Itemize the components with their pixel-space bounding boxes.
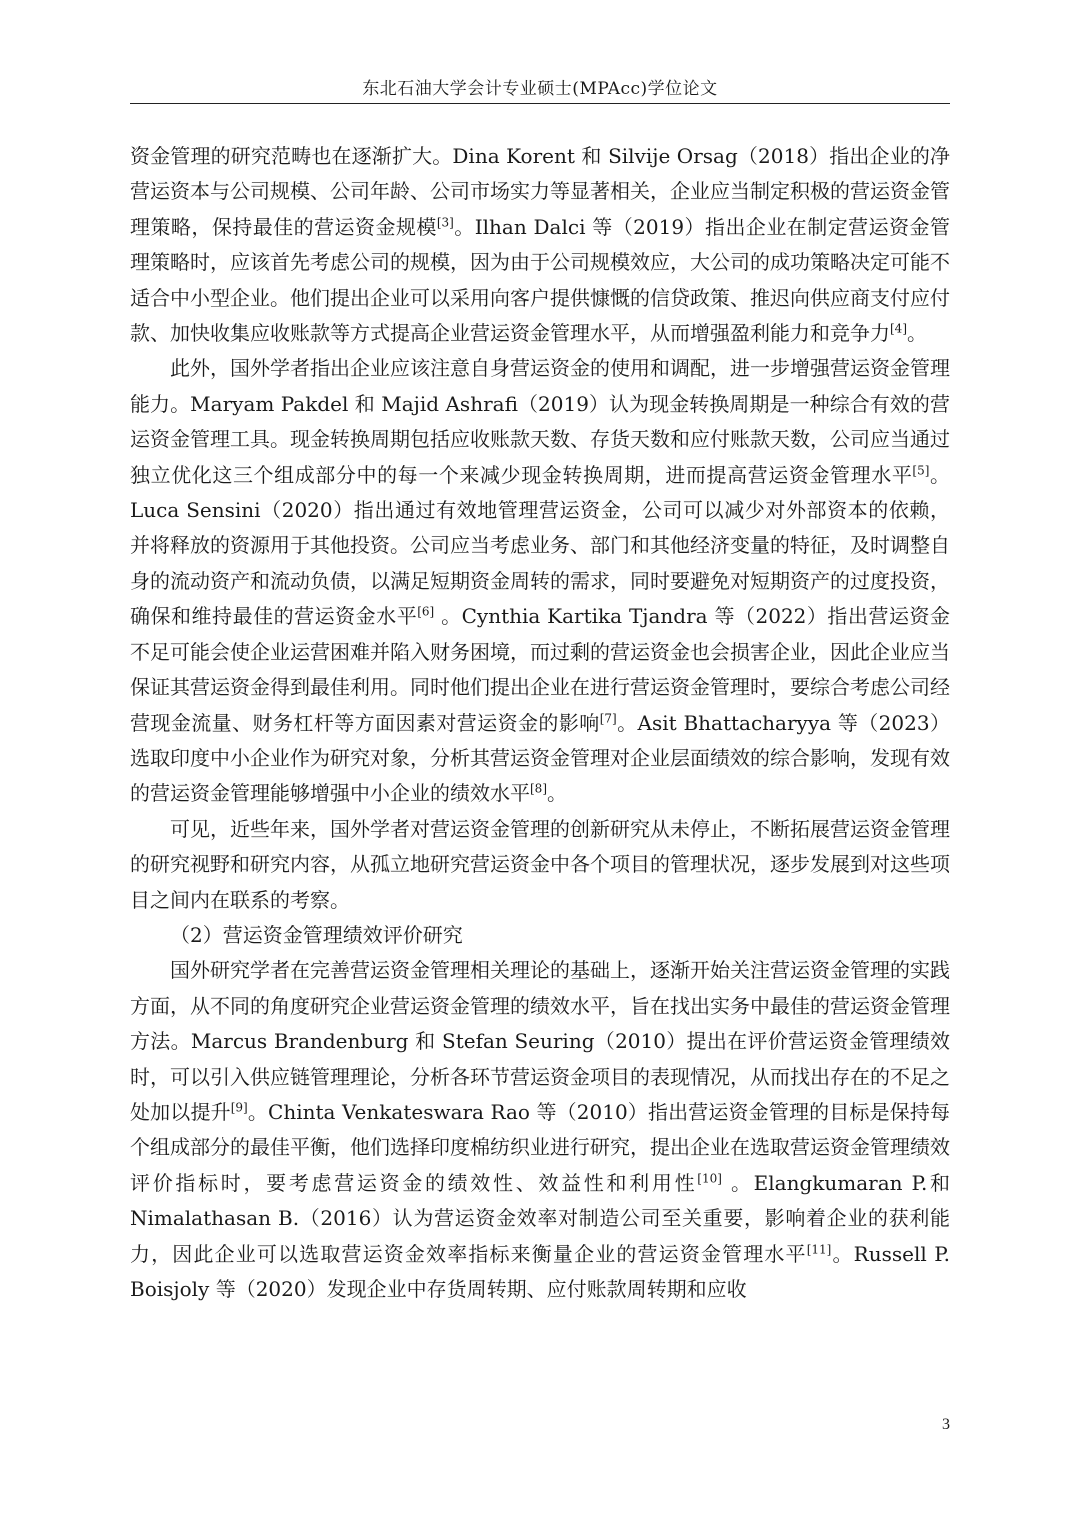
citation: [4] — [890, 321, 907, 336]
body-text — [130, 139, 950, 1307]
text-run: 资金管理的研究范畴也在逐渐扩大。Dina Korent 和 Silvije Orsag（2018）指出企业的净营运资本与公司规模、公司年龄、公司市场实力等显著相关，企业应当制定积极的营运资金管理策略，保持最佳的营运资金规模 — [130, 144, 950, 239]
citation: [6] — [417, 604, 435, 619]
text-run: 。Cynthia Kartika Tjandra 等（2022）指出营运资金不足可能会使企业运营困难并陷入财务困境，而过剩的营运资金也会损害企业，因此企业应当保证其营运资金得到最佳利用。同时他们提出企业在进行营运资金管理时，要综合考虑公司经营现金流量、财务杠杆等方面因素对营运资金的影响 — [130, 604, 950, 735]
page-number: 3 — [942, 1416, 950, 1433]
text-run: 。 — [907, 321, 927, 346]
citation: [7] — [599, 710, 617, 725]
header-rule — [130, 103, 950, 104]
paragraph-4 — [130, 953, 950, 1307]
citation: [3] — [436, 215, 454, 230]
paragraph-3: 可见，近些年来，国外学者对营运资金管理的创新研究从未停止，不断拓展营运资金管理的研究视野和研究内容，从孤立地研究营运资金中各个项目的管理状况，逐步发展到对这些项目之间内在联系的考察。 — [130, 816, 950, 912]
section-subheading: （2）营运资金管理绩效评价研究 — [170, 922, 463, 947]
paragraph-2 — [130, 351, 950, 811]
text-run: 国外研究学者在完善营运资金管理相关理论的基础上，逐渐开始关注营运资金管理的实践方面，从不同的角度研究企业营运资金管理的绩效水平，旨在找出实务中最佳的营运资金管理方法。Marcus Brandenburg 和 Stefan Seuring（2010）提出在评价营运资金管理绩效时，可以引入供应链管理理论，分析各环节营运资金项目的表现情况，从而找出存在的不足之处加以提升 — [130, 958, 950, 1124]
citation: [8] — [530, 781, 547, 796]
text-run: 。Ilhan Dalci 等（2019）指出企业在制定营运资金管理策略时，应该首先考虑公司的规模，因为由于公司规模效应，大公司的成功策略决定可能不适合中小型企业。他们提出企业可以采用向客户提供慷慨的信贷政策、推迟向供应商支付应付款、加快收集应收账款等方式提高企业营运资金管理水平，从而增强盈利能力和竞争力 — [130, 214, 950, 346]
citation: [10] — [697, 1171, 722, 1186]
paragraph-1 — [130, 139, 950, 351]
citation: [5] — [912, 463, 930, 477]
citation: [9] — [230, 1100, 248, 1115]
text-run: 。Elangkumaran P.和 Nimalathasan B.（2016）认为营运资金效率对制造公司至关重要，影响着企业的获利能力，因此企业可以选取营运资金效率指标来衡量企业的营运资金管理水平 — [130, 1170, 951, 1266]
text-run: 此外，国外学者指出企业应该注意自身营运资金的使用和调配，进一步增强营运资金管理能力。Maryam Pakdel 和 Majid Ashrafi（2019）认为现金转换周期是一种综合有效的营运资金管理工具。现金转换周期包括应收账款天数、存货天数和应付账款天数，公司应当通过独立优化这三个组成部分中的每一个来减少现金转换周期，进而提高营运资金管理水平 — [130, 356, 950, 487]
text-run: 。Asit Bhattacharyya 等（2023）选取印度中小企业作为研究对象，分析其营运资金管理对企业层面绩效的综合影响，发现有效的营运资金管理能够增强中小企业的绩效水平 — [130, 710, 950, 806]
citation: [11] — [806, 1241, 832, 1256]
running-header: 东北石油大学会计专业硕士(MPAcc)学位论文 — [362, 79, 718, 99]
text-run: 。Luca Sensini（2020）指出通过有效地管理营运资金，公司可以减少对外部资本的依赖，并将释放的资源用于其他投资。公司应当考虑业务、部门和其他经济变量的特征，及时调整自身的流动资产和流动负债，以满足短期资金周转的需求，同时要避免对短期资产的过度投资，确保和维持最佳的营运资金水平 — [130, 462, 951, 629]
text-run: 。Chinta Venkateswara Rao 等（2010）指出营运资金管理的目标是保持每个组成部分的最佳平衡，他们选择印度棉纺织业进行研究，提出企业在选取营运资金管理绩效评价指标时，要考虑营运资金的绩效性、效益性和利用性 — [130, 1099, 951, 1195]
text-run: 。 — [547, 781, 567, 806]
text-run: 。Russell P. Boisjoly 等（2020）发现企业中存货周转期、应付账款周转期和应收 — [130, 1241, 950, 1301]
